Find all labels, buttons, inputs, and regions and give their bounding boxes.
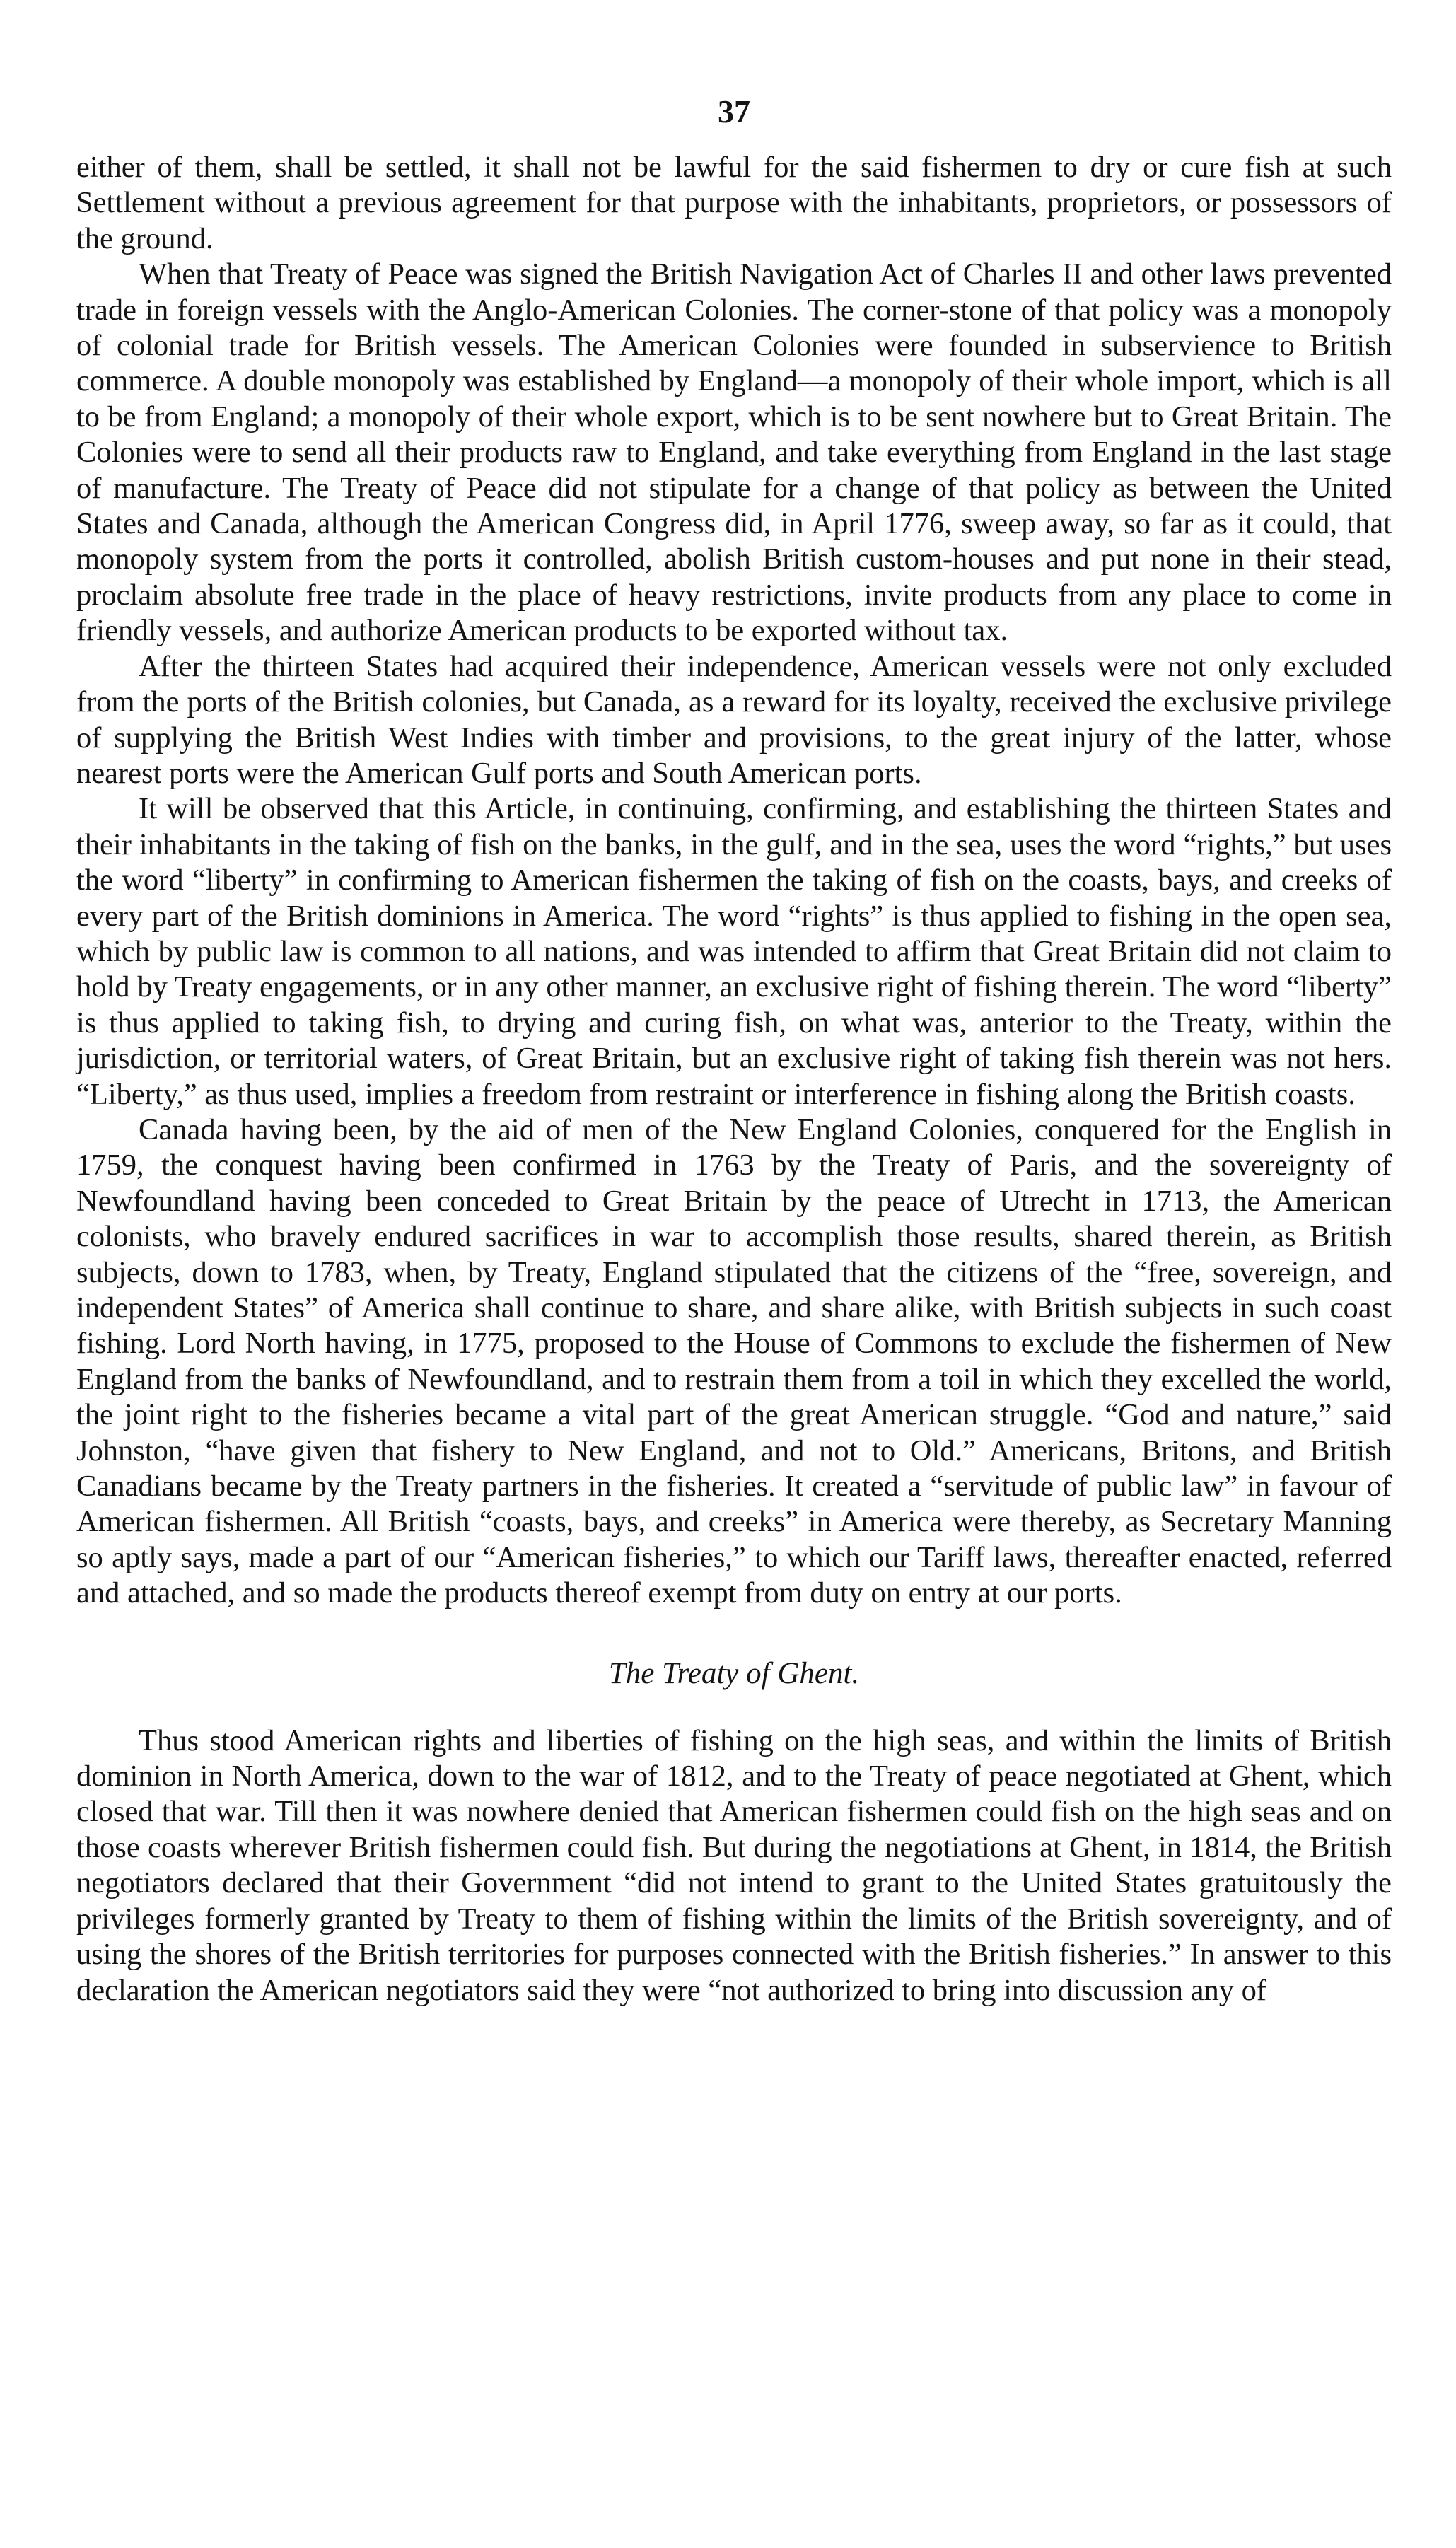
paragraph-independence: After the thirteen States had acquired their independence, American vessels were not only excluded from the ports of the British colonies, but Canada, as a reward for its loyalty, received the exclusive privilege of supplying the British West Indies with timber and provisions, to the great injury of the latter, whose nearest ports were the American Gulf ports and South American ports. [76, 649, 1392, 790]
paragraph-canada-conquest: Canada having been, by the aid of men of the New England Colonies, conquered for the English in 1759, the conquest having been confirmed in 1763 by the Treaty of Paris, and the sovereignty of Newfoundland having been conceded to Great Britain by the peace of Utrecht in 1713, the American colonists, who bravely endured sacrifices in war to accomplish those results, shared therein, as British subjects, down to 1783, when, by Treaty, England stipulated that the citizens of the “free, sovereign, and independent States” of America shall continue to share, and share alike, with British subjects in such coast fishing. Lord North having, in 1775, proposed to the House of Commons to exclude the fishermen of New England from the banks of Newfoundland, and to restrain them from a toil in which they excelled the world, the joint right to the fisheries became a vital part of the great American struggle. “God and nature,” said Johnston, “have given that fishery to New England, and not to Old.” Americans, Britons, and British Canadians became by the Treaty partners in the fisheries. It created a “servitude of public law” in favour of American fishermen. All British “coasts, bays, and creeks” in America were thereby, as Secretary Manning so aptly says, made a part of our “American fisheries,” to which our Tariff laws, thereafter enacted, referred and attached, and so made the products thereof exempt from duty on entry at our ports. [76, 1112, 1392, 1610]
section-heading: The Treaty of Ghent. [608, 1656, 860, 1690]
body-text-before [76, 150, 1392, 1612]
paragraph-treaty-of-ghent: Thus stood American rights and liberties of fishing on the high seas, and within the limits of British dominion in North America, down to the war of 1812, and to the Treaty of peace negotiated at Ghent, which closed that war. Till then it was nowhere denied that American fishermen could fish on the high seas and on those coasts wherever British fishermen could fish. But during the negotiations at Ghent, in 1814, the British negotiators declared that their Government “did not intend to grant to the United States gratuitously the privileges formerly granted by Treaty to them of fishing within the limits of the British sovereignty, and of using the shores of the British territories for purposes connected with the British fisheries.” In answer to this declaration the American negotiators said they were “not authorized to bring into discussion any of [76, 1723, 1392, 2007]
paragraph-rights-liberty: It will be observed that this Article, in continuing, confirming, and establishing the thirteen States and their inhabitants in the taking of fish on the banks, in the gulf, and in the sea, uses the word “rights,” but uses the word “liberty” in confirming to American fishermen the taking of fish on the coasts, bays, and creeks of every part of the British dominions in America. The word “rights” is thus applied to fishing in the open sea, which by public law is common to all nations, and was intended to affirm that Great Britain did not claim to hold by Treaty engagements, or in any other manner, an exclusive right of fishing therein. The word “liberty” is thus applied to taking fish, to drying and curing fish, on what was, anterior to the Treaty, within the jurisdiction, or territorial waters, of Great Britain, but an exclusive right of taking fish therein was not hers. “Liberty,” as thus used, implies a freedom from restraint or interference in fishing along the British coasts. [76, 792, 1392, 1111]
paragraph-navigation-act: When that Treaty of Peace was signed the British Navigation Act of Charles II and other laws prevented trade in foreign vessels with the Anglo-American Colonies. The corner-stone of that policy was a monopoly of colonial trade for British vessels. The American Colonies were founded in subservience to British commerce. A double monopoly was established by England—a monopoly of their whole import, which is all to be from England; a monopoly of their whole export, which is to be sent nowhere but to Great Britain. The Colonies were to send all their products raw to England, and take everything from England in the last stage of manufacture. The Treaty of Peace did not stipulate for a change of that policy as between the United States and Canada, although the American Congress did, in April 1776, sweep away, so far as it could, that monopoly system from the ports it controlled, abolish British custom-houses and put none in their stead, proclaim absolute free trade in the place of heavy restrictions, invite products from any place to come in friendly vessels, and authorize American products to be exported without tax. [76, 257, 1392, 648]
paragraph-continuation: either of them, shall be settled, it shall not be lawful for the said fishermen to dry or cure fish at such Settlement without a previous agreement for that purpose with the inhabitants, proprietors, or possessors of the ground. [76, 151, 1392, 255]
page-number: 37 [718, 93, 750, 129]
document-page [76, 92, 1392, 2008]
body-text-after [76, 1723, 1392, 2008]
